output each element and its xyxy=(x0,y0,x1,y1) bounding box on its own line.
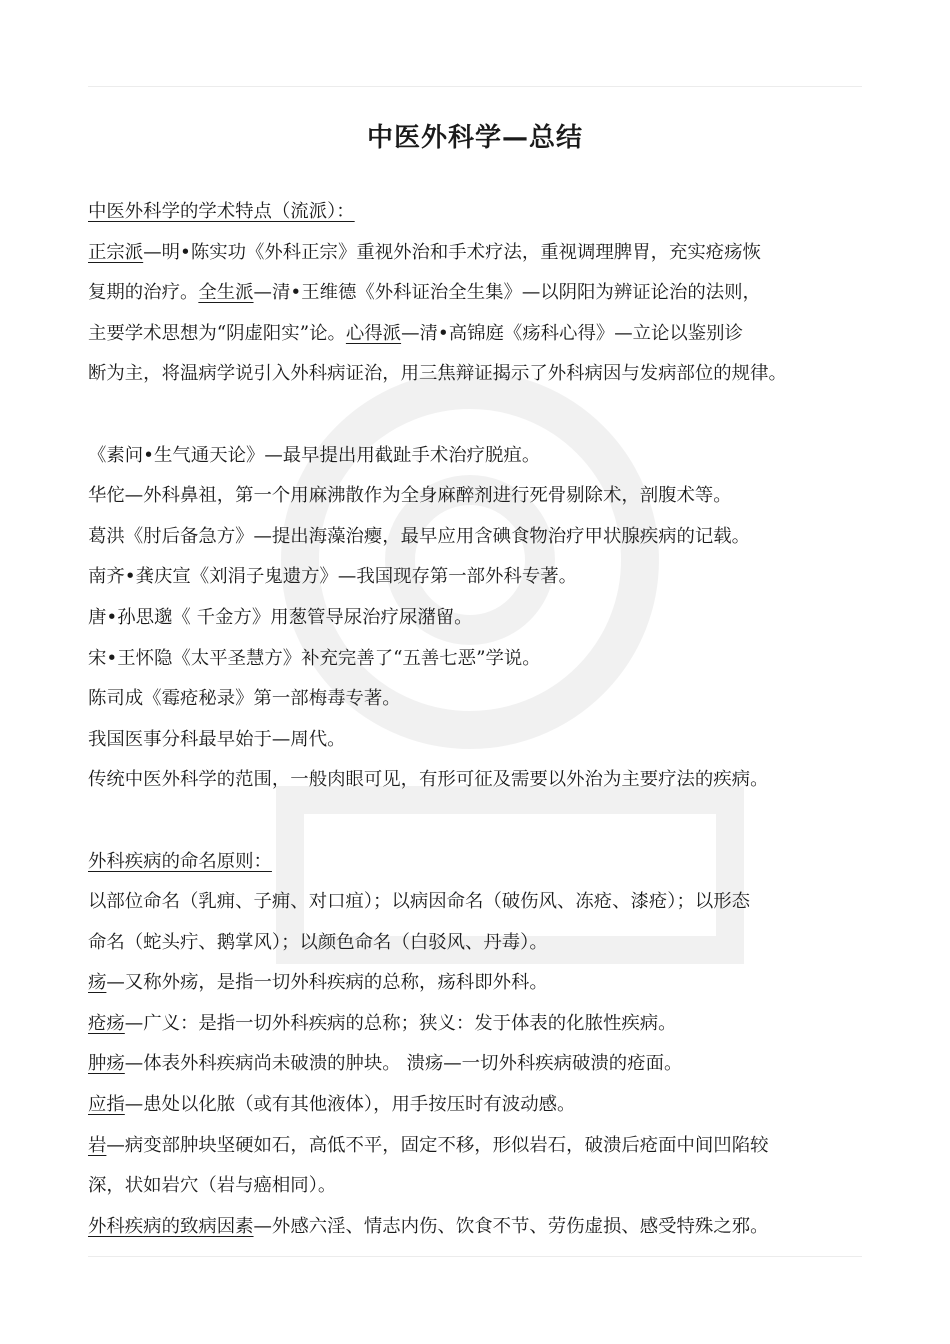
term-xinde: 心得派 xyxy=(345,322,402,344)
term-chuangyang: 疮疡 xyxy=(88,1012,125,1034)
definition-yang xyxy=(88,963,888,1004)
section-heading-naming: 外科疾病的命名原则： xyxy=(88,850,272,872)
term-quansheng: 全生派 xyxy=(198,282,254,304)
definition-yingzhi-text: —患处以化脓（或有其他液体），用手按压时有波动感。 xyxy=(124,1094,576,1116)
schools-line-3-text-a: 主要学术思想为“阴虚阳实”论。 xyxy=(88,322,346,344)
term-yan: 岩 xyxy=(88,1134,107,1156)
bottom-rule xyxy=(88,1256,862,1257)
definition-causes xyxy=(88,1207,888,1248)
history-item-9: 传统中医外科学的范围，一般肉眼可见，有形可征及需要以外治为主要疗法的疾病。 xyxy=(88,769,769,791)
definition-chuangyang-text: —广义：是指一切外科疾病的总称；狭义：发于体表的化脓性疾病。 xyxy=(124,1012,677,1034)
schools-line-4: 断为主，将温病学说引入外科病证治，用三焦辩证揭示了外科病因与发病部位的规律。 xyxy=(88,363,787,385)
schools-line-2 xyxy=(88,273,888,314)
definition-yan-text: —病变部肿块坚硬如石，高低不平，固定不移，形似岩石，破溃后疮面中间凹陷较 xyxy=(106,1134,769,1156)
naming-line-2: 命名（蛇头疔、鹅掌风）；以颜色命名（白驳风、丹毒）。 xyxy=(88,931,548,953)
history-item-4: 南齐•龚庆宣《刘涓子鬼遗方》—我国现存第一部外科专著。 xyxy=(88,566,578,588)
term-yingzhi: 应指 xyxy=(88,1094,125,1116)
history-item-1: 《素问•生气通天论》—最早提出用截趾手术治疗脱疽。 xyxy=(88,444,541,466)
definition-zhongyang xyxy=(88,1044,888,1085)
history-item-7: 陈司成《霉疮秘录》第一部梅毒专著。 xyxy=(88,688,401,710)
top-rule xyxy=(88,86,862,87)
history-item-8: 我国医事分科最早始于—周代。 xyxy=(88,728,346,750)
term-causes: 外科疾病的致病因素 xyxy=(88,1215,254,1237)
term-zhengzong: 正宗派 xyxy=(88,241,144,263)
schools-line-3-text-b: —清•高锦庭《疡科心得》—立论以鉴别诊 xyxy=(401,322,743,344)
definition-yang-text: —又称外疡，是指一切外科疾病的总称，疡科即外科。 xyxy=(106,972,548,994)
definition-chuangyang xyxy=(88,1004,888,1045)
term-yang: 疡 xyxy=(88,972,107,994)
definition-yan xyxy=(88,1126,888,1167)
schools-line-1-text: —明•陈实功《外科正宗》重视外治和手术疗法，重视调理脾胃，充实疮疡恢 xyxy=(143,241,761,263)
page-title: 中医外科学—总结 xyxy=(366,123,583,153)
schools-line-3 xyxy=(88,314,888,355)
naming-line-1: 以部位命名（乳痈、子痈、对口疽）；以病因命名（破伤风、冻疮、漆疮）；以形态 xyxy=(88,891,751,913)
section-heading-schools: 中医外科学的学术特点（流派）： xyxy=(88,201,355,222)
schools-line-2-text-b: —清•王维德《外科证治全生集》—以阴阳为辨证论治的法则， xyxy=(253,282,761,304)
history-item-3: 葛洪《肘后备急方》—提出海藻治瘿，最早应用含碘食物治疗甲状腺疾病的记载。 xyxy=(88,525,751,547)
definition-causes-text: —外感六淫、情志内伤、饮食不节、劳伤虚损、感受特殊之邪。 xyxy=(253,1215,769,1237)
term-zhongyang: 肿疡 xyxy=(88,1053,125,1075)
schools-line-2-text-a: 复期的治疗。 xyxy=(88,282,199,304)
history-item-6: 宋•王怀隐《太平圣慧方》补充完善了“五善七恶”学说。 xyxy=(88,647,541,669)
schools-line-1 xyxy=(88,233,888,274)
definition-zhongyang-text: —体表外科疾病尚未破溃的肿块。 溃疡—一切外科疾病破溃的疮面。 xyxy=(124,1053,683,1075)
history-item-5: 唐•孙思邈《 千金方》用葱管导尿治疗尿潴留。 xyxy=(88,606,473,628)
document-body xyxy=(88,192,888,1247)
definition-yan-line-2: 深，状如岩穴（岩与癌相同）。 xyxy=(88,1175,337,1197)
history-item-2: 华佗—外科鼻祖，第一个用麻沸散作为全身麻醉剂进行死骨剔除术，剖腹术等。 xyxy=(88,485,732,507)
definition-yingzhi xyxy=(88,1085,888,1126)
